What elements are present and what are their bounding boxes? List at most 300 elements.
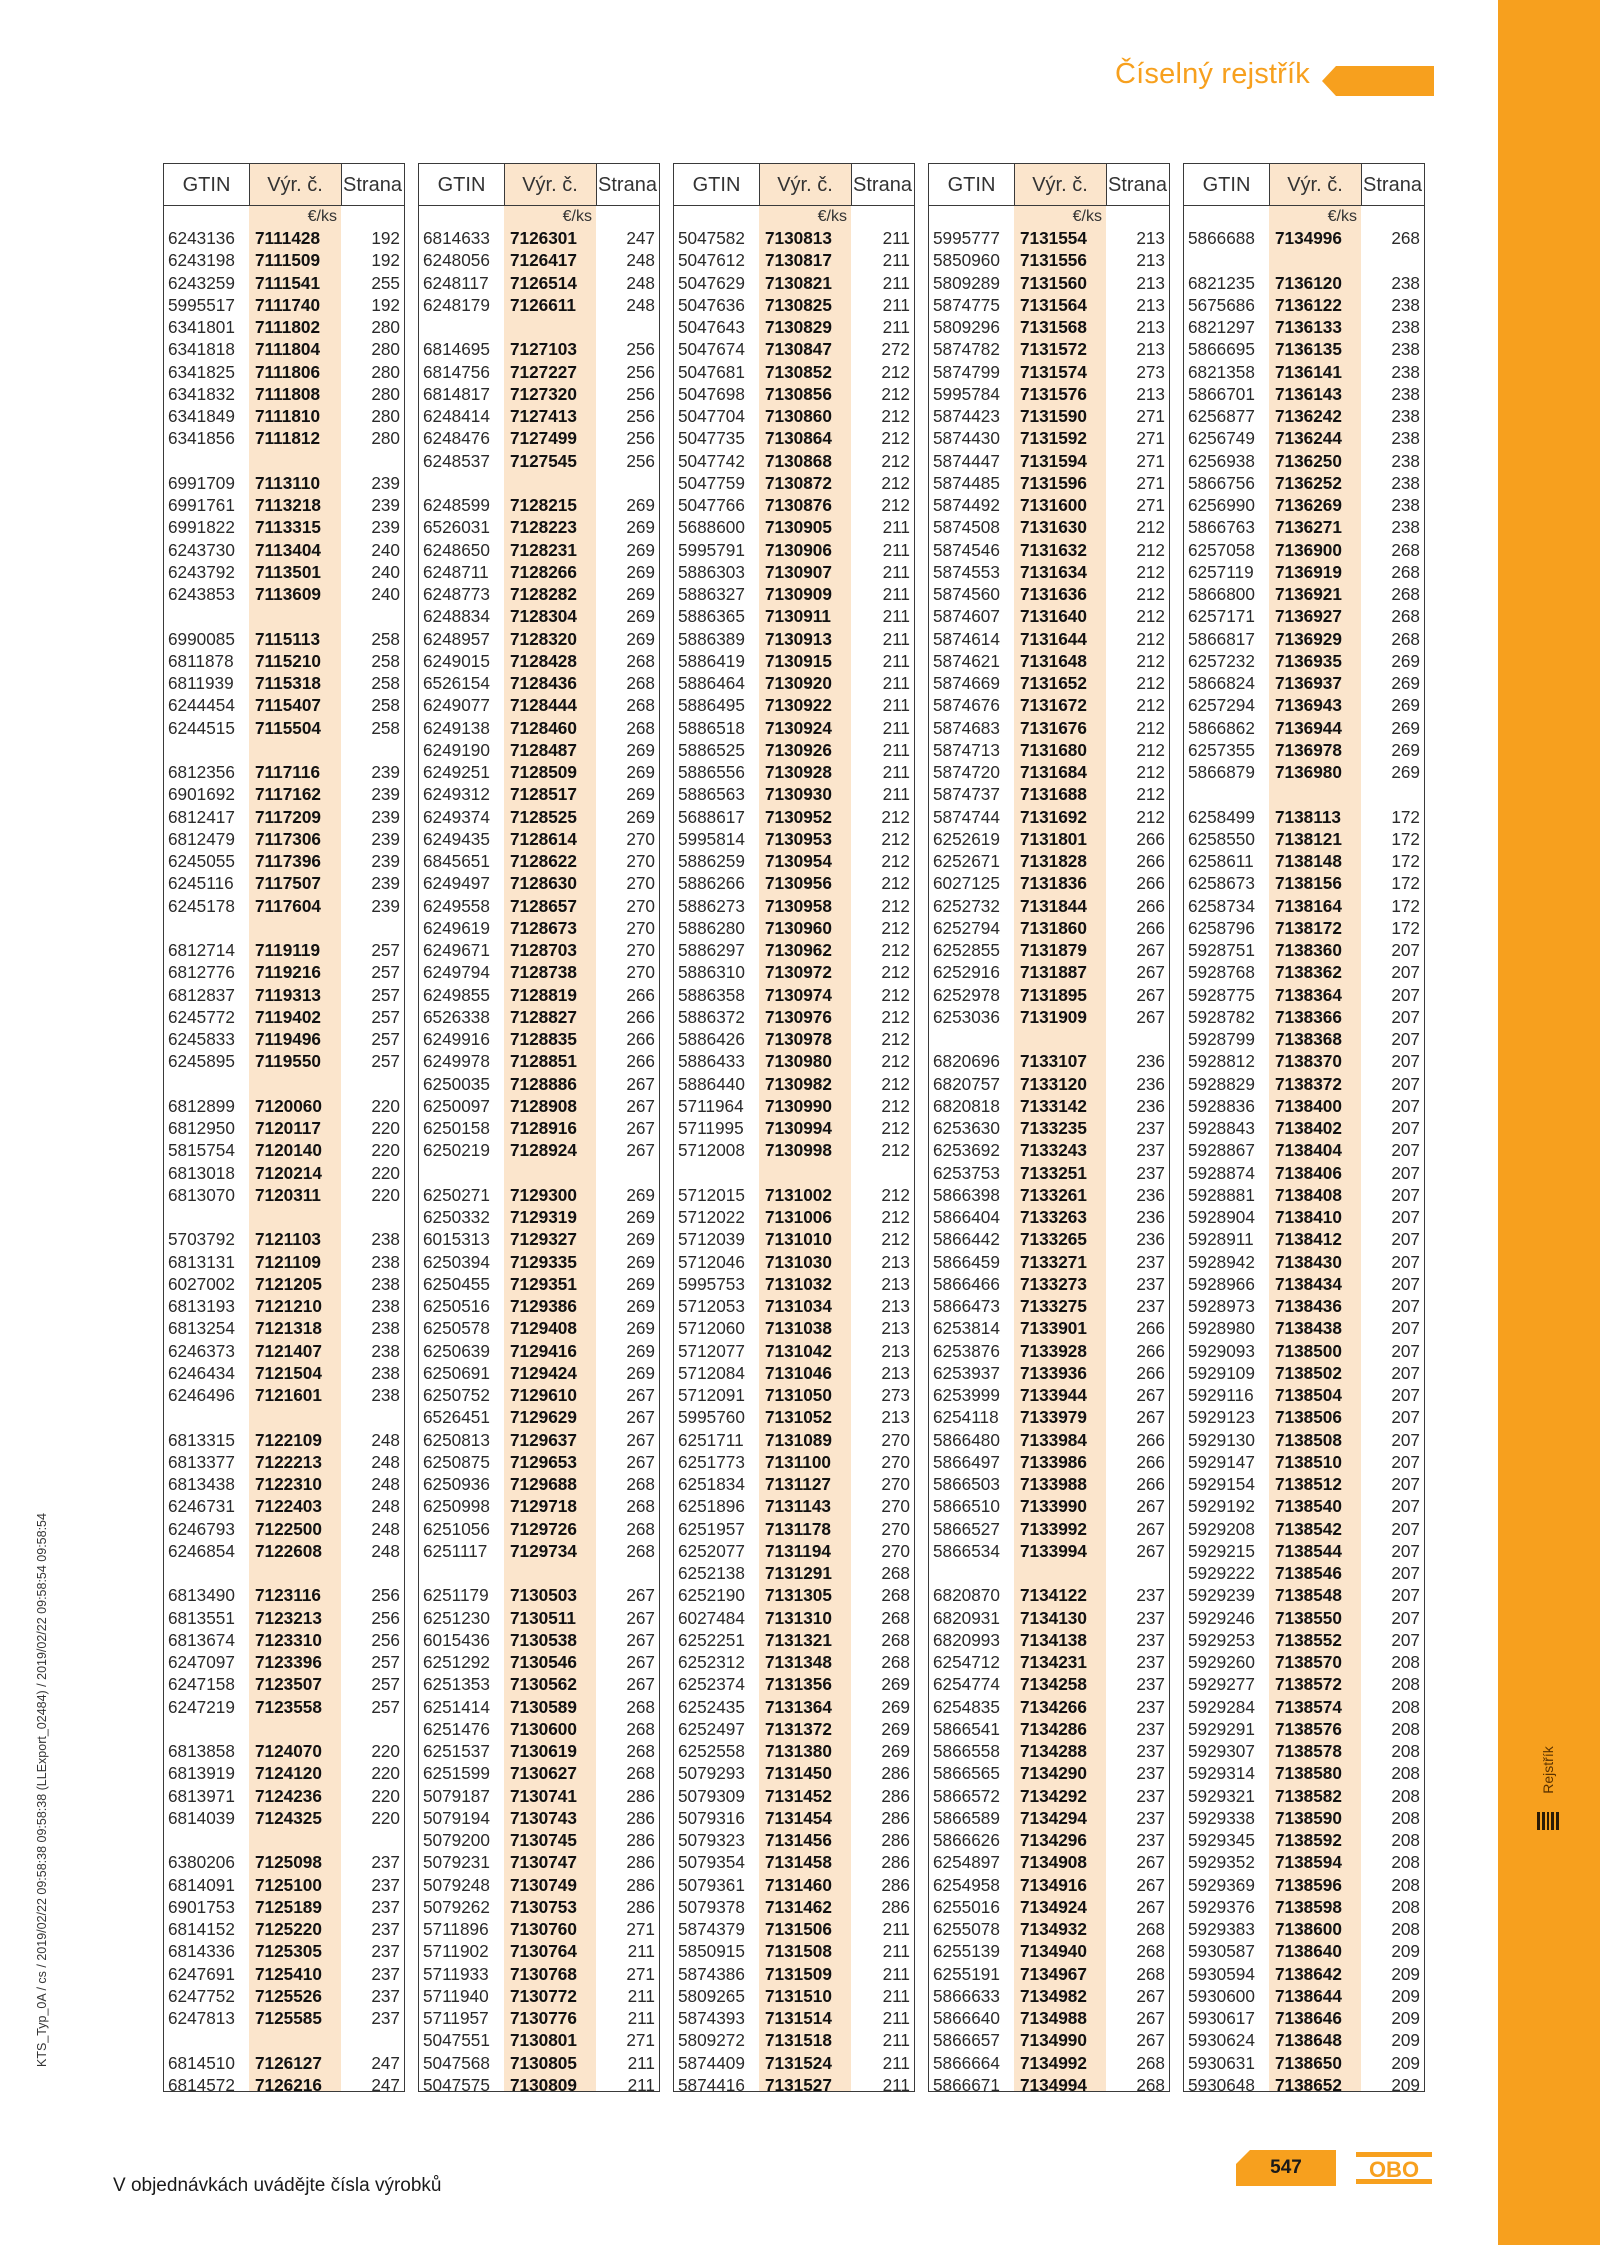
page-cell: 268: [1136, 2074, 1165, 2095]
product-number-cell: 7130749: [510, 1874, 577, 1895]
table-row: [1184, 1184, 1424, 1206]
page-cell: 208: [1391, 1696, 1420, 1717]
table-row: [419, 1295, 659, 1317]
product-number-cell: 7131038: [765, 1318, 832, 1339]
page-cell: 172: [1391, 828, 1420, 849]
table-row: [1184, 1451, 1424, 1473]
table-row: [674, 1206, 914, 1228]
page-cell: 266: [1136, 1362, 1165, 1383]
gtin-cell: 5079194: [423, 1807, 490, 1828]
page-cell: 267: [1136, 1985, 1165, 2006]
gtin-cell: 5711896: [423, 1919, 489, 1939]
product-number-cell: 7131592: [1020, 428, 1087, 449]
product-number-cell: 7130928: [765, 762, 832, 782]
table-row: [1184, 672, 1424, 694]
page-cell: 268: [1391, 561, 1420, 582]
gtin-cell: 5929338: [1188, 1807, 1255, 1828]
product-number-cell: 7131590: [1020, 406, 1087, 426]
gtin-cell: 5874386: [678, 1963, 745, 1984]
gtin-cell: 5929093: [1188, 1340, 1255, 1361]
table-row: [164, 227, 404, 249]
product-number-cell: 7131596: [1020, 472, 1087, 493]
gtin-cell: 5712053: [678, 1296, 745, 1316]
gtin-cell: 5886303: [678, 561, 745, 582]
gtin-cell: 5886327: [678, 584, 745, 604]
table-row: [674, 2007, 914, 2029]
header-gtin: GTIN: [947, 174, 996, 196]
page-cell: 211: [882, 2074, 910, 2095]
table-row: [674, 694, 914, 716]
gtin-cell: 5809272: [678, 2030, 745, 2051]
gtin-cell: 5809265: [678, 1985, 745, 2006]
product-number-cell: 7134996: [1275, 228, 1342, 248]
table-row: [929, 917, 1169, 939]
gtin-cell: 5712091: [678, 1385, 745, 1405]
page-cell: 267: [1136, 1874, 1165, 1895]
gtin-cell: 6249619: [423, 917, 490, 938]
table-row: [164, 694, 404, 716]
page-cell: 237: [371, 1852, 400, 1873]
gtin-cell: 6243853: [168, 584, 235, 604]
product-number-cell: 7123310: [255, 1629, 322, 1650]
table-row: [164, 1362, 404, 1384]
table-row: [929, 561, 1169, 583]
gtin-cell: 6244454: [168, 695, 235, 716]
gtin-cell: 6245895: [168, 1051, 235, 1072]
table-row: [929, 1963, 1169, 1985]
page-cell: 236: [1136, 1073, 1165, 1094]
table-row: [164, 1495, 404, 1517]
page-cell: 212: [1136, 606, 1165, 627]
table-row: [674, 361, 914, 383]
page-cell: 209: [1391, 1963, 1420, 1984]
table-row: [929, 1607, 1169, 1629]
product-number-cell: 7136943: [1275, 695, 1342, 716]
gtin-cell: 6250455: [423, 1273, 490, 1294]
page-cell: 212: [881, 917, 910, 938]
page-cell: 208: [1391, 1919, 1420, 1939]
gtin-cell: 5928874: [1188, 1162, 1255, 1183]
gtin-cell: 5874782: [933, 339, 1000, 360]
page-cell: 268: [1136, 2052, 1165, 2073]
product-number-cell: 7138644: [1275, 1985, 1342, 2006]
page-cell: 266: [626, 1029, 655, 1049]
product-number-cell: 7134990: [1020, 2030, 1087, 2051]
table-row: [929, 1406, 1169, 1428]
gtin-cell: 5929307: [1188, 1741, 1255, 1761]
gtin-cell: 5929123: [1188, 1407, 1255, 1428]
table-row: [929, 1251, 1169, 1273]
gtin-cell: 6246434: [168, 1362, 235, 1383]
page-cell: 268: [626, 650, 655, 671]
product-number-cell: 7134992: [1020, 2052, 1087, 2073]
gtin-cell: 5047575: [423, 2074, 490, 2095]
table-row: [419, 1184, 659, 1206]
page-cell: 237: [371, 1963, 400, 1984]
gtin-cell: 5928942: [1188, 1251, 1255, 1272]
page-cell: 207: [1391, 1540, 1420, 1561]
gtin-cell: 6814695: [423, 339, 490, 360]
table-row: [1184, 294, 1424, 316]
product-number-cell: 7122310: [255, 1474, 322, 1494]
page-cell: 269: [626, 561, 655, 582]
table-row: [929, 1139, 1169, 1161]
gtin-cell: 6257294: [1188, 695, 1255, 716]
page-cell: 213: [1136, 383, 1165, 404]
page-cell: 267: [626, 1407, 655, 1428]
product-number-cell: 7130907: [765, 561, 832, 582]
product-number-cell: 7128509: [510, 762, 577, 782]
table-row: [929, 583, 1169, 605]
page-cell: 266: [1136, 1429, 1165, 1450]
page-cell: 270: [881, 1518, 910, 1539]
table-row: [419, 872, 659, 894]
gtin-cell: 6813919: [168, 1763, 235, 1784]
product-number-cell: 7130821: [765, 272, 832, 293]
product-number-cell: 7138402: [1275, 1118, 1342, 1138]
side-color-strip: [1498, 0, 1600, 2245]
gtin-cell: 6253630: [933, 1118, 1000, 1138]
gtin-cell: 6243259: [168, 272, 235, 293]
page-cell: 270: [881, 1474, 910, 1494]
product-number-cell: 7131508: [765, 1941, 832, 1962]
gtin-cell: 5929130: [1188, 1429, 1255, 1450]
table-row: [419, 850, 659, 872]
product-number-cell: 7128657: [510, 895, 577, 916]
table-row: [929, 761, 1169, 783]
table-row: [164, 2052, 404, 2074]
product-number-cell: 7131652: [1020, 673, 1087, 693]
table-row: [929, 628, 1169, 650]
page-cell: 269: [626, 784, 655, 805]
page-cell: 220: [371, 1763, 400, 1784]
gtin-cell: 5866527: [933, 1518, 1000, 1539]
gtin-cell: 6820757: [933, 1073, 1000, 1094]
gtin-cell: 5866824: [1188, 673, 1255, 693]
page-cell: 266: [1136, 895, 1165, 916]
gtin-cell: 6250035: [423, 1073, 490, 1094]
product-number-cell: 7113501: [255, 561, 321, 582]
gtin-cell: 5874799: [933, 361, 1000, 382]
page-cell: 220: [371, 1118, 400, 1138]
product-number-cell: 7129335: [510, 1251, 577, 1272]
gtin-cell: 5866879: [1188, 762, 1255, 782]
product-number-cell: 7130922: [765, 695, 832, 716]
gtin-cell: 5079231: [423, 1852, 490, 1873]
gtin-cell: 6252916: [933, 962, 1000, 983]
gtin-cell: 6248599: [423, 495, 490, 515]
gtin-cell: 5929352: [1188, 1852, 1255, 1873]
table-row: [929, 405, 1169, 427]
page-cell: 207: [1391, 1585, 1420, 1606]
page-cell: 269: [626, 539, 655, 560]
table-row: [1184, 2052, 1424, 2074]
page-cell: 257: [371, 1696, 400, 1717]
product-number-cell: 7120140: [255, 1140, 322, 1161]
table-row: [1184, 383, 1424, 405]
product-number-cell: 7131527: [765, 2074, 832, 2095]
table-row: [929, 516, 1169, 538]
table-row: [1184, 1807, 1424, 1829]
page-cell: 258: [371, 673, 400, 693]
table-row: [419, 1162, 659, 1184]
product-number-cell: 7120311: [255, 1184, 321, 1205]
product-number-cell: 7122213: [255, 1451, 322, 1472]
page-cell: 238: [1391, 361, 1420, 382]
table-row: [164, 1406, 404, 1428]
page-cell: 237: [1136, 1785, 1165, 1806]
product-number-cell: 7133990: [1020, 1496, 1087, 1517]
gtin-cell: 6811878: [168, 650, 234, 671]
table-row: [674, 1829, 914, 1851]
table-row: [1184, 1162, 1424, 1184]
product-number-cell: 7128428: [510, 650, 577, 671]
gtin-cell: 5928836: [1188, 1095, 1255, 1116]
page-cell: 237: [1136, 1807, 1165, 1828]
gtin-cell: 6341856: [168, 428, 235, 449]
product-number-cell: 7130920: [765, 673, 832, 693]
page-cell: 268: [626, 1518, 655, 1539]
product-number-cell: 7123116: [255, 1585, 321, 1606]
table-row: [674, 1429, 914, 1451]
table-row: [419, 516, 659, 538]
table-row: [1184, 427, 1424, 449]
product-number-cell: 7117396: [255, 851, 321, 871]
page-cell: 269: [626, 606, 655, 627]
page-cell: 269: [626, 1318, 655, 1339]
page-cell: 248: [371, 1540, 400, 1561]
product-number-cell: 7127545: [510, 450, 577, 471]
page-cell: 212: [881, 984, 910, 1005]
gtin-cell: 6246496: [168, 1385, 235, 1405]
page-cell: 238: [371, 1229, 400, 1250]
table-row: [929, 694, 1169, 716]
table-row: [164, 1540, 404, 1562]
gtin-cell: 5928911: [1188, 1229, 1254, 1250]
table-row: [419, 1985, 659, 2007]
product-number-cell: 7134266: [1020, 1696, 1087, 1717]
product-number-cell: 7120214: [255, 1162, 322, 1183]
table-row: [1184, 1028, 1424, 1050]
table-row: [164, 1829, 404, 1851]
table-row: [929, 1006, 1169, 1028]
gtin-cell: 5929192: [1188, 1496, 1255, 1517]
page-cell: 268: [1391, 606, 1420, 627]
page-cell: 286: [881, 1896, 910, 1917]
table-row: [419, 984, 659, 1006]
gtin-cell: 5866640: [933, 2008, 1000, 2028]
page-cell: 207: [1391, 1140, 1420, 1161]
page-cell: 267: [626, 1674, 655, 1695]
table-row: [929, 739, 1169, 761]
page-cell: 212: [881, 1118, 910, 1138]
page-cell: 209: [1391, 1985, 1420, 2006]
table-row: [674, 2074, 914, 2096]
page-cell: 256: [371, 1607, 400, 1628]
page-cell: 212: [1136, 539, 1165, 560]
page-cell: 208: [1391, 1874, 1420, 1895]
product-number-cell: 7130974: [765, 984, 832, 1005]
page-cell: 270: [626, 895, 655, 916]
page-cell: 212: [881, 828, 910, 849]
gtin-cell: 6814756: [423, 361, 490, 382]
gtin-cell: 5047643: [678, 317, 745, 337]
table-row: [419, 1940, 659, 1962]
table-row: [419, 227, 659, 249]
product-number-cell: 7134130: [1020, 1607, 1087, 1628]
page-cell: 212: [881, 450, 910, 471]
page-cell: 207: [1391, 1273, 1420, 1294]
page-cell: 236: [1136, 1229, 1165, 1250]
table-row: [929, 1095, 1169, 1117]
page-cell: 207: [1391, 1162, 1420, 1183]
page-cell: 240: [371, 561, 400, 582]
product-number-cell: 7124120: [255, 1763, 322, 1784]
gtin-cell: 5886563: [678, 784, 745, 805]
table-row: [419, 561, 659, 583]
gtin-cell: 6814039: [168, 1807, 235, 1828]
product-number-cell: 7129718: [510, 1496, 577, 1517]
page-cell: 192: [371, 250, 400, 271]
page-cell: 238: [371, 1340, 400, 1361]
product-number-cell: 7115504: [255, 717, 321, 738]
gtin-cell: 6245055: [168, 851, 235, 871]
table-row: [419, 895, 659, 917]
table-row: [164, 1139, 404, 1161]
page-cell: 239: [371, 873, 400, 894]
table-row: [674, 1518, 914, 1540]
table-row: [419, 1896, 659, 1918]
gtin-cell: 5874508: [933, 517, 1000, 538]
product-number-cell: 7121318: [255, 1318, 322, 1339]
page-cell: 267: [1136, 940, 1165, 960]
product-number-cell: 7138430: [1275, 1251, 1342, 1272]
table-row: [1184, 828, 1424, 850]
table-row: [419, 1740, 659, 1762]
page-cell: 239: [371, 806, 400, 827]
gtin-cell: 6248179: [423, 294, 490, 315]
gtin-cell: 5886426: [678, 1029, 745, 1049]
table-row: [674, 1607, 914, 1629]
page-cell: 211: [882, 762, 910, 782]
product-number-cell: 7130954: [765, 851, 832, 871]
page-cell: 280: [371, 428, 400, 449]
table-row: [929, 2029, 1169, 2051]
page-cell: 248: [371, 1474, 400, 1494]
gtin-cell: 5995777: [933, 228, 1000, 248]
gtin-cell: 6812950: [168, 1118, 235, 1138]
page-cell: 269: [626, 1251, 655, 1272]
table-row: [164, 850, 404, 872]
table-row: [164, 917, 404, 939]
gtin-cell: 5866800: [1188, 584, 1255, 604]
product-number-cell: 7130856: [765, 383, 832, 404]
table-row: [1184, 2074, 1424, 2096]
page-cell: 286: [881, 1785, 910, 1806]
page-cell: 209: [1391, 2030, 1420, 2051]
product-number-cell: 7131364: [765, 1696, 832, 1717]
table-row: [164, 1050, 404, 1072]
page-cell: 267: [626, 1585, 655, 1606]
product-number-cell: 7130847: [765, 339, 832, 360]
product-number-cell: 7131634: [1020, 561, 1087, 582]
page-cell: 212: [881, 361, 910, 382]
table-row: [419, 1228, 659, 1250]
gtin-cell: 5079248: [423, 1874, 490, 1895]
page-cell: 207: [1391, 1296, 1420, 1316]
gtin-cell: 6813551: [168, 1607, 235, 1628]
table-row: [164, 1985, 404, 2007]
page-cell: 269: [626, 1362, 655, 1383]
page-cell: 208: [1391, 1807, 1420, 1828]
table-row: [1184, 895, 1424, 917]
product-number-cell: 7131050: [765, 1385, 832, 1405]
table-row: [164, 1963, 404, 1985]
gtin-cell: 5874737: [933, 784, 1000, 805]
product-number-cell: 7131568: [1020, 317, 1087, 337]
gtin-cell: 5874713: [933, 739, 1000, 760]
page-cell: 269: [1391, 673, 1420, 693]
gtin-cell: 5047704: [678, 406, 745, 426]
page-cell: 268: [1136, 1919, 1165, 1939]
table-row: [1184, 1317, 1424, 1339]
page-cell: 212: [881, 1006, 910, 1027]
table-row: [164, 1629, 404, 1651]
product-number-cell: 7130764: [510, 1941, 577, 1962]
product-number-cell: 7129734: [510, 1540, 577, 1561]
product-number-cell: 7128827: [510, 1006, 577, 1027]
page-cell: 209: [1391, 2074, 1420, 2095]
product-number-cell: 7127103: [510, 339, 577, 360]
table-row: [929, 427, 1169, 449]
page-cell: 268: [626, 1696, 655, 1717]
product-number-cell: 7113404: [255, 539, 321, 560]
page-cell: 238: [1391, 339, 1420, 360]
table-row: [674, 1940, 914, 1962]
page-cell: 256: [626, 450, 655, 471]
page-cell: 248: [626, 272, 655, 293]
page-cell: 211: [882, 606, 910, 627]
gtin-cell: 6249374: [423, 806, 490, 827]
gtin-cell: 6247219: [168, 1696, 235, 1717]
gtin-cell: 6812479: [168, 828, 235, 849]
gtin-cell: 5886440: [678, 1073, 745, 1094]
gtin-cell: 6813193: [168, 1296, 235, 1316]
table-row: [1184, 227, 1424, 249]
product-number-cell: 7138592: [1275, 1830, 1342, 1850]
gtin-cell: 6254897: [933, 1852, 1000, 1873]
page-cell: 268: [626, 1496, 655, 1517]
page-cell: 212: [1136, 628, 1165, 649]
page-cell: 238: [1391, 450, 1420, 471]
gtin-cell: 6251230: [423, 1607, 490, 1628]
page-cell: 268: [626, 1741, 655, 1761]
gtin-cell: 6247752: [168, 1985, 235, 2006]
gtin-cell: 5886389: [678, 628, 745, 649]
gtin-cell: 5929345: [1188, 1830, 1255, 1850]
gtin-cell: 6258796: [1188, 917, 1255, 938]
table-row: [1184, 1718, 1424, 1740]
page-cell: 248: [626, 294, 655, 315]
table-row: [674, 1384, 914, 1406]
page-cell: 212: [881, 406, 910, 426]
page-cell: 207: [1391, 1118, 1420, 1138]
page-cell: 238: [1391, 472, 1420, 493]
gtin-cell: 6813377: [168, 1451, 235, 1472]
product-number-cell: 7130743: [510, 1807, 577, 1828]
table-row: [164, 1295, 404, 1317]
product-number-cell: 7130990: [765, 1095, 832, 1116]
